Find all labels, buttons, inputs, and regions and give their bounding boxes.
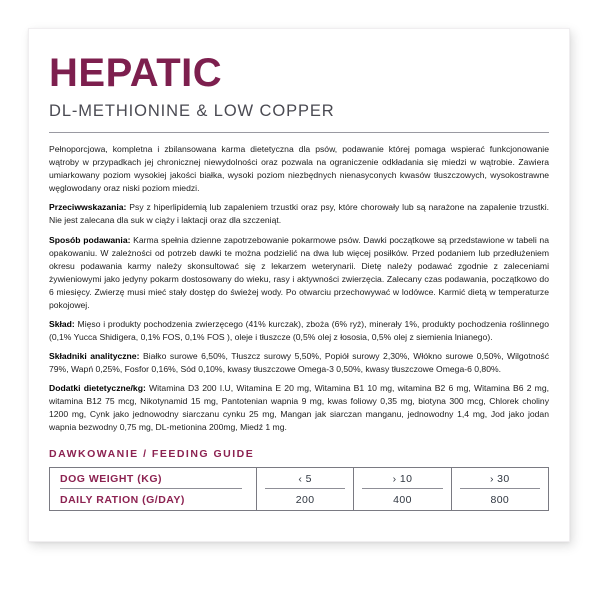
row-label-daily-ration: DAILY RATION (G/DAY) [60,493,185,506]
cell-dog-weight-1: ‹ 5 [257,468,354,490]
cell-daily-ration-2: 400 [354,489,451,511]
section-body: Karma spełnia dzienne zapotrzebowanie pokarmowe psów. Dawki początkowe są przedstawione w tabeli na opakowaniu. W zależności od potrzeb dawki te można podzielić na dwa lub więcej posiłków. Przed podaniem lub przedłużeniem okresu podawania karmy należy skonsultować się z lekarzem weterynarii. Dietę należy podawać zgodnie z zaleceniami żywieniowymi jako jedyny pokarm dostosowany do wieku, rasy i aktywności zwierzęcia. Zalecany czas podawania, początkowo do 6 miesięcy. Zwierzę musi mieć stały dostęp do świeżej wody. Po otwarciu przechowywać w lodówce. Karmić dietą w temperaturze pokojowej. [49,234,549,310]
section-label: Dodatki dietetyczne/kg: [49,383,146,394]
cell-daily-ration-3: 800 [451,489,548,511]
section-body: Witamina D3 200 I.U, Witamina E 20 mg, Witamina B1 10 mg, witamina B2 6 mg, Witamina B6 2 mg, witamina B12 75 mcg, Nikotynamid 15 mg, Pantotenian wapnia 9 mg, kwas foliowy 0,35 mg, biotyna 300 mcg, Chlorek choliny 1200 mg, Cynk jako jednowodny siarczanu cynku 25 mg, Mangan jak siarczan manganu, jednowodny 1,4 mg, Jod jako jodan wapnia bezwodny 0,75 mg, DL-metionina 200mg, Miedź 1 mg. [49,383,550,433]
product-description: Pełnoporcjowa, kompletna i zbilansowana karma dietetyczna dla psów, podawanie której pomaga wspierać funkcjonowanie wątroby w przypadkach jej chronicznej niewydolności oraz pozwala na ograniczenie odkładania się miedzi w wątrobie. Zawiera umiarkowany poziom wysokiej jakości białka, wysoki poziom niezbędnych nienasyconych kwasów tłuszczowych, wysokostrawne węglowodany oraz niski poziom miedzi. [49,144,549,194]
row-label-dog-weight: DOG WEIGHT (KG) [50,468,257,490]
section-composition [49,318,549,344]
table-row [50,489,549,511]
product-subtitle: DL-METHIONINE & LOW COPPER [49,102,335,120]
section-label: Składniki analityczne: [49,351,140,362]
section-body: Psy z hiperlipidemią lub zapaleniem trzustki oraz psy, które chorowały lub są narażone na zapalenie trzustki. Nie jest zalecana dla suk w ciąży i laktacji oraz dla szczeniąt. [49,202,549,226]
section-administration [49,234,549,312]
section-body: Mięso i produkty pochodzenia zwierzęcego (41% kurczak), zboża (6% ryż), minerały 1%, produkty pochodzenia roślinnego (0,1% Yucca Shidigera, 0,1% FOS, 0,1% FOS ), oleje i tłuszcze (0,5% olej z łososia, 0,5% olej z siemienia lnianego). [49,318,549,342]
cell-daily-ration-1: 200 [257,489,354,511]
feeding-guide-heading: DAWKOWANIE / FEEDING GUIDE [49,448,255,461]
section-contraindications [49,201,549,227]
feeding-guide-table [49,467,549,511]
page-title: HEPATIC [49,51,223,95]
table-row [50,468,549,490]
section-label: Przeciwwskazania: [49,202,127,213]
cell-dog-weight-2: › 10 [354,468,451,490]
section-label: Skład: [49,318,75,329]
section-analytical-constituents [49,350,549,376]
section-label: Sposób podawania: [49,234,131,245]
section-body: Białko surowe 6,50%, Tłuszcz surowy 5,50%, Popiół surowy 2,30%, Włókno surowe 0,50%, Wilgotność 79%, Wapń 0,25%, Fosfor 0,16%, Sód 0,10%, kwasy tłuszczowe Omega-3 0,50%, kwasy tłuszczowe Omega-6 0,80%. [49,351,550,375]
product-label-card [28,28,570,542]
header-divider [49,132,549,133]
section-dietetic-additives [49,382,549,434]
cell-dog-weight-3: › 30 [451,468,548,490]
